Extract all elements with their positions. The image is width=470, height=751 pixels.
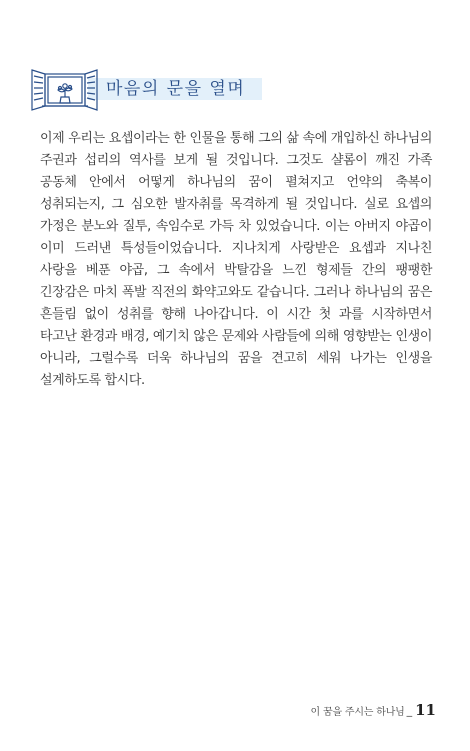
page-number: 11 (415, 701, 436, 719)
footer-separator: _ (406, 703, 413, 717)
body-paragraph: 이제 우리는 요셉이라는 한 인물을 통해 그의 삶 속에 개입하신 하나님의 주권과 섭리의 역사를 보게 될 것입니다. 그것도 샬롬이 깨진 가족 공동체 안에서 어떻게 하나님의 꿈이 펼쳐지고 언약의 축복이 성취되는지, 그 심오한 발자취를 목격하게 될 것입니다. 실로 요셉의 가정은 분노와 질투, 속임수로 가득 차 있었습니다. 이는 아버지 야곱이 이미 드러낸 특성들이었습니다. 지나치게 사랑받은 요셉과 지나친 사랑을 베푼 야곱, 그 속에서 박탈감을 느낀 형제들 간의 팽팽한 긴장감은 마치 폭발 직전의 화약고와도 같습니다. 그러나 하나님의 꿈은 흔들림 없이 성취를 향해 나아갑니다. 이 시간 첫 과를 시작하면서 타고난 환경과 배경, 예기치 않은 문제와 사람들에 의해 영향받는 인생이 아니라, 그럴수록 더욱 하나님의 꿈을 견고히 세워 나가는 인생을 설계하도록 합시다. (40, 131, 432, 388)
page-footer (311, 700, 436, 720)
running-book-title: 이 꿈을 주시는 하나님 (310, 706, 405, 718)
section-header (30, 66, 262, 112)
open-window-with-flower-pot-icon (30, 66, 100, 112)
section-title: 마음의 문을 열며 (106, 79, 246, 99)
